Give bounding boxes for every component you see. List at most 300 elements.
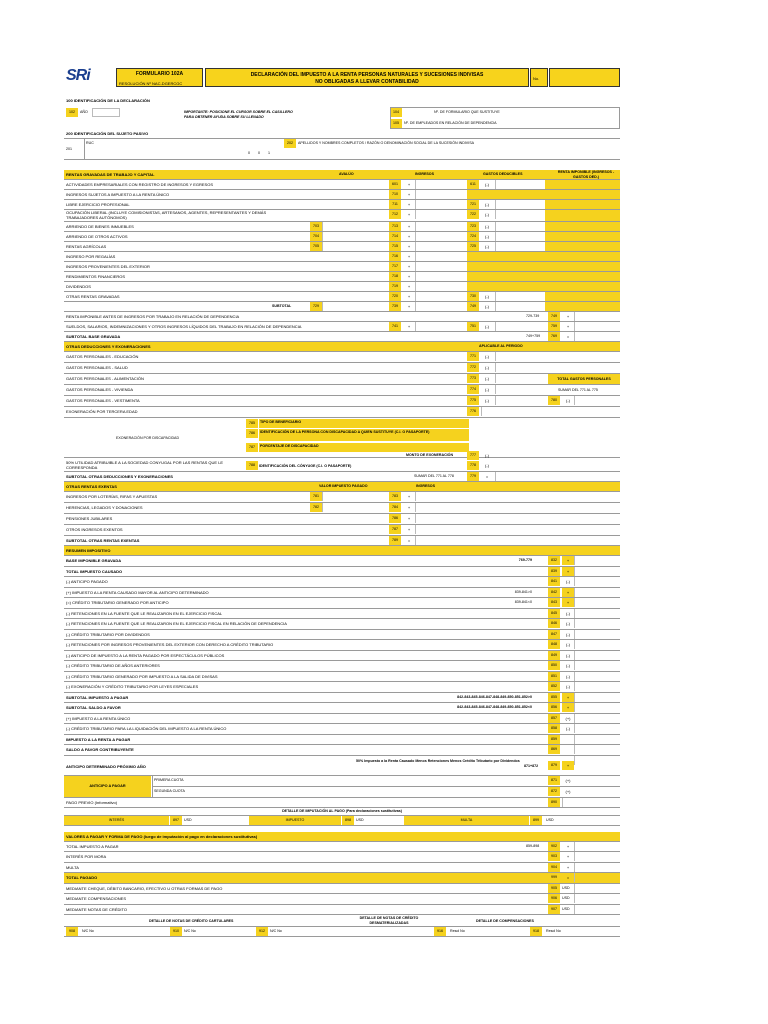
gastos-input[interactable]	[495, 222, 545, 231]
pagar-header-row	[64, 832, 620, 842]
resumen-row	[64, 714, 620, 725]
gastos-disabled	[467, 272, 545, 281]
resol-no-916: Resol No	[450, 929, 465, 933]
gasto-personal-row	[64, 385, 620, 396]
rentas-row-label: ARRIENDO DE BIENES INMUEBLES	[66, 224, 134, 229]
resumen-sign: (-)	[566, 652, 570, 658]
gastos-input[interactable]	[495, 292, 545, 301]
resumen-input[interactable]	[574, 724, 620, 733]
resumen-label: (-) ANTICIPO PAGADO	[66, 579, 108, 584]
avaluo-code: 703	[310, 222, 322, 231]
gastos-code: 725	[467, 242, 479, 251]
subtotal-base-label: SUBTOTAL BASE GRAVADA	[66, 334, 121, 339]
renta-imponible-input[interactable]	[574, 312, 620, 321]
tercera-edad-row	[64, 407, 620, 418]
resumen-code: 869	[548, 745, 560, 754]
code-879: 879	[548, 761, 560, 770]
resumen-label: (-) EXONERACIÓN Y CRÉDITO TRIBUTARIO POR LEYES ESPECIALES	[66, 684, 199, 689]
plus-paren-sign: (+)	[565, 788, 571, 794]
ruc-suffix-0a: 0	[248, 151, 250, 155]
form-title-box	[116, 68, 203, 87]
avaluo-input[interactable]	[322, 232, 384, 241]
ingresos-code: 710	[389, 190, 401, 199]
tercera-edad-input[interactable]	[481, 407, 545, 416]
ingresos-input[interactable]	[415, 272, 465, 281]
exenta-label: PENSIONES JUBILARES	[66, 516, 113, 521]
subtotal-label: SUBTOTAL	[272, 304, 292, 308]
resumen-row	[64, 630, 620, 641]
exenta-ingresos-code: 787	[389, 525, 401, 534]
resumen-row	[64, 724, 620, 735]
resumen-code: 848	[548, 640, 560, 649]
minus-sign: (-)	[566, 398, 570, 403]
renta-disabled	[545, 252, 620, 261]
exenta-ingresos-input[interactable]	[415, 525, 465, 534]
resolution-label: RESOLUCIÓN Nº NAC-DGERCGC	[119, 81, 183, 86]
renta-disabled	[545, 222, 620, 231]
resumen-input[interactable]	[574, 661, 620, 670]
gasto-input[interactable]	[495, 352, 545, 361]
plus-sign: +	[407, 244, 411, 249]
gastos-input[interactable]	[495, 180, 545, 189]
forma-input[interactable]	[574, 884, 620, 893]
equals-sign: =	[485, 474, 489, 479]
code-912: 912	[256, 927, 268, 936]
discapacidad-block	[64, 418, 620, 458]
code-769: 769	[548, 332, 560, 341]
pagar-label: TOTAL IMPUESTO A PAGAR	[66, 843, 119, 849]
subtotal-gastos-input[interactable]	[495, 302, 545, 311]
code-780: 780	[548, 396, 560, 405]
resumen-sign: (-)	[566, 726, 570, 731]
ident-conyuge-label: IDENTIFICACIÓN DEL CÓNYUGE (C.I. O PASAPORTE)	[259, 464, 352, 468]
pagar-input[interactable]	[574, 863, 620, 872]
exenta-valor-code: 782	[310, 503, 322, 512]
pagar-header: VALORES A PAGAR Y FORMA DE PAGO (luego de imputación al pago en declaraciones sustitutivas)	[66, 833, 258, 839]
forma-pago-label: MEDIANTE COMPENSACIONES	[66, 896, 127, 901]
resumen-label: (-) CRÉDITO TRIBUTARIO DE AÑOS ANTERIORES	[66, 663, 160, 668]
anticipo-pagar-label: ANTICIPO A PAGAR	[64, 776, 151, 797]
resumen-input[interactable]	[574, 714, 620, 723]
declaration-number-field[interactable]	[549, 68, 620, 87]
exenta-ingresos-input[interactable]	[415, 514, 465, 523]
resumen-input[interactable]	[574, 672, 620, 681]
resumen-code: 846	[548, 619, 560, 628]
plus-sign: +	[407, 324, 411, 329]
gasto-code: 773	[467, 374, 479, 383]
minus-sign: (-)	[485, 354, 489, 359]
minus-sign: (-)	[485, 234, 489, 239]
minus-sign: (-)	[485, 212, 489, 217]
code-776: 776	[467, 407, 479, 416]
utilidad-label: 50% UTILIDAD ATRIBUIBLE A LA SOCIEDAD CONYUGAL POR LAS RENTAS QUE LE CORRESPONDA	[66, 460, 224, 470]
renta-imponible-formula: 729-739	[526, 314, 540, 318]
renta-disabled	[545, 302, 620, 311]
resumen-sign: (-)	[566, 663, 570, 668]
plus-paren-sign: (+)	[565, 777, 571, 783]
subtotal-base-formula: 749+759	[526, 334, 541, 338]
plus-sign: +	[407, 234, 411, 239]
deducciones-header: OTRAS DEDUCCIONES Y EXONERACIONES	[66, 344, 151, 349]
resumen-input[interactable]	[574, 567, 620, 576]
pagar-input[interactable]	[574, 873, 620, 882]
ingresos-code: 713	[389, 222, 401, 231]
exenta-valor-input[interactable]	[322, 492, 384, 501]
subtotal-base-input[interactable]	[574, 332, 620, 341]
form-title: FORMULARIO 102A	[135, 71, 184, 77]
disc-code-0: 785	[246, 419, 258, 428]
detalle-imputacion-row	[64, 808, 620, 816]
forma-code: 906	[548, 894, 560, 903]
resumen-row	[64, 640, 620, 651]
usd-899: USD	[546, 817, 554, 822]
resumen-label: TOTAL IMPUESTO CAUSADO	[66, 568, 123, 574]
section-200-title-row	[64, 129, 620, 137]
resumen-input[interactable]	[574, 556, 620, 565]
minus-sign: (-)	[485, 398, 489, 403]
resumen-sign: (-)	[566, 642, 570, 647]
gasto-input[interactable]	[495, 363, 545, 372]
code-898: 898	[342, 816, 354, 825]
rentas-row-label: INGRESO POR REGALÍAS	[66, 254, 116, 259]
minus-sign: (-)	[485, 365, 489, 370]
resumen-input[interactable]	[574, 693, 620, 702]
resumen-label: (-) ANTICIPO DE IMPUESTO A LA RENTA PAGADO POR ESPECTÁCULOS PÚBLICOS	[66, 652, 225, 658]
gasto-personal-label: GASTOS PERSONALES - SALUD	[66, 365, 128, 370]
gasto-code: 771	[467, 352, 479, 361]
gasto-personal-label: GASTOS PERSONALES - EDUCACIÓN	[66, 354, 139, 359]
renta-disabled	[545, 200, 620, 209]
code-908: 908	[66, 927, 78, 936]
exentas-header: OTRAS RENTAS EXENTAS	[66, 484, 117, 489]
pagar-input[interactable]	[574, 852, 620, 861]
resumen-row	[64, 745, 620, 756]
subtotal-deducciones-row	[64, 472, 620, 482]
rentas-row	[64, 282, 620, 292]
pagar-code: 904	[548, 863, 560, 872]
deducciones-header-row	[64, 342, 620, 352]
resumen-row	[64, 567, 620, 578]
rentas-row-label: LIBRE EJERCICIO PROFESIONAL	[66, 202, 130, 207]
pagar-formula: 859-898	[526, 843, 540, 848]
notas-desmat-label: DETALLE DE NOTAS DE CRÉDITO DESMATERIALIZADAS	[359, 916, 419, 925]
code-916: 916	[434, 927, 446, 936]
plus-sign: +	[407, 527, 411, 532]
rentas-row	[64, 222, 620, 232]
gastos-code: 722	[467, 210, 479, 219]
code-741: 741	[389, 322, 401, 331]
rentas-header: RENTAS GRAVADAS DE TRABAJO Y CAPITAL	[66, 172, 155, 177]
resumen-sign: (-)	[566, 579, 570, 584]
forma-code: 907	[548, 905, 560, 914]
gasto-input[interactable]	[495, 385, 545, 394]
sueldos-ingresos-input[interactable]	[415, 322, 465, 331]
exenta-label: OTROS INGRESOS EXENTOS	[66, 527, 123, 532]
resumen-label: SALDO A FAVOR CONTRIBUYENTE	[66, 747, 134, 752]
formulario-sustituye-label: Nº. DE FORMULARIO QUE SUSTITUYE	[434, 110, 500, 114]
gasto-personal-row	[64, 363, 620, 374]
pagar-label: INTERÉS POR MORA	[66, 854, 107, 859]
ingresos-input[interactable]	[415, 252, 465, 261]
rentas-row-label: INGRESOS SUJETOS A IMPUESTO A LA RENTA ÚNICO	[66, 192, 170, 197]
minus-sign: (-)	[485, 324, 489, 329]
number-label-box	[530, 68, 548, 87]
resumen-formula: 842-843-845-846-847-848-849-850-851-852>0	[457, 694, 532, 699]
monto-exon-label: MONTO DE EXONERACIÓN	[406, 453, 454, 457]
resumen-label: (+) IMPUESTO A LA RENTA CAUSADO MAYOR AL ANTICIPO DETERMINADO	[66, 589, 209, 595]
code-201: 201	[66, 147, 72, 151]
ruc-suffix-1: 1	[268, 151, 270, 155]
resumen-sign: (-)	[566, 621, 570, 626]
resumen-input[interactable]	[574, 588, 620, 597]
year-input[interactable]	[92, 108, 120, 117]
resumen-label: IMPUESTO A LA RENTA A PAGAR	[66, 736, 131, 742]
notas-cartulares-label: DETALLE DE NOTAS DE CRÉDITO CARTULARES	[149, 919, 234, 923]
code-872: 872	[548, 787, 560, 796]
ingresos-input[interactable]	[415, 262, 465, 271]
section-200-body	[64, 138, 620, 160]
gasto-input[interactable]	[495, 396, 545, 405]
form-page	[64, 64, 620, 956]
resumen-code: 851	[548, 672, 560, 681]
resumen-formula: 769-779	[518, 558, 532, 562]
impuesto-label: IMPUESTO	[249, 816, 341, 825]
resumen-label: (-) CRÉDITO TRIBUTARIO PARA LA LIQUIDACIÓN DEL IMPUESTO A LA RENTA ÚNICO	[66, 726, 227, 731]
pagar-row	[64, 873, 620, 884]
resumen-row	[64, 577, 620, 588]
exenta-ingresos-input[interactable]	[415, 503, 465, 512]
section-200-title: 200 IDENTIFICACIÓN DEL SUJETO PASIVO	[66, 131, 149, 136]
rentas-row	[64, 292, 620, 302]
ingresos-input[interactable]	[415, 292, 465, 301]
anticipo-input[interactable]	[574, 756, 620, 765]
sueldos-renta-input[interactable]	[574, 322, 620, 331]
resumen-row	[64, 693, 620, 704]
plus-sign: +	[407, 284, 411, 289]
gasto-input[interactable]	[495, 374, 545, 383]
resumen-code: 849	[548, 651, 560, 660]
notas-header-row	[64, 915, 620, 927]
exenta-valor-code: 781	[310, 492, 322, 501]
plus-sign: +	[407, 224, 411, 229]
anticipo-note: 50% Impuesto a la Renta Causado Menos Retenciones Menos Crédito Tributario por Dividendos	[356, 758, 520, 763]
resumen-input[interactable]	[574, 651, 620, 660]
gasto-personal-label: GASTOS PERSONALES - VIVIENDA	[66, 387, 134, 392]
minus-sign: (-)	[485, 387, 489, 392]
subtotal-exentas-input[interactable]	[415, 536, 465, 545]
gasto-code: 774	[467, 385, 479, 394]
resumen-code: 839	[548, 567, 560, 576]
nc-no-908: N/C No	[82, 929, 94, 933]
resumen-code: 847	[548, 630, 560, 639]
declaration-title-line2: NO OBLIGADAS A LLEVAR CONTABILIDAD	[315, 79, 419, 85]
forma-input[interactable]	[574, 905, 620, 914]
resumen-input[interactable]	[574, 609, 620, 618]
gastos-input[interactable]	[495, 242, 545, 251]
resumen-input[interactable]	[574, 745, 620, 754]
rentas-row	[64, 200, 620, 210]
gastos-code: 723	[467, 222, 479, 231]
col-valor-label: VALOR IMPUESTO PAGADO	[319, 484, 368, 488]
plus-sign: +	[407, 202, 411, 207]
forma-input[interactable]	[574, 894, 620, 903]
disc-label-0: TIPO DE BENEFICIARIO	[259, 419, 469, 428]
gastos-input[interactable]	[495, 232, 545, 241]
minus-sign: (-)	[485, 463, 489, 468]
pagar-sign: =	[566, 875, 570, 880]
gastos-code: 730	[467, 292, 479, 301]
minus-sign: (-)	[485, 202, 489, 207]
col-gastos: GASTOS DEDUCIBLES	[483, 172, 523, 176]
gasto-personal-row	[64, 374, 620, 385]
gastos-input[interactable]	[495, 210, 545, 219]
minus-sign: (-)	[485, 376, 489, 381]
anticipo-formula: 871+872	[524, 763, 539, 768]
tercera-edad-label: EXONERACIÓN POR TERCERA EDAD	[66, 409, 138, 414]
ingresos-code: 601	[389, 180, 401, 189]
exenta-label: INGRESOS POR LOTERÍAS, RIFAS Y APUESTAS	[66, 494, 158, 499]
ingresos-code: 716	[389, 252, 401, 261]
avaluo-input[interactable]	[322, 222, 384, 231]
resumen-input[interactable]	[574, 703, 620, 712]
ruc-input[interactable]	[92, 149, 274, 158]
resumen-input[interactable]	[574, 577, 620, 586]
nc-no-910: N/C No	[184, 929, 196, 933]
ingresos-input[interactable]	[415, 200, 465, 209]
resumen-code: 845	[548, 609, 560, 618]
exenta-label: HERENCIAS, LEGADOS Y DONACIONES	[66, 505, 143, 510]
code-871: 871	[548, 776, 560, 785]
rentas-row	[64, 232, 620, 242]
resumen-sign: +	[562, 567, 574, 576]
forma-pago-row	[64, 884, 620, 895]
year-label: AÑO	[80, 110, 88, 114]
resumen-label: (-) CRÉDITO TRIBUTARIO GENERADO POR IMPUESTO A LA SALIDA DE DIVISAS	[66, 673, 218, 679]
exenta-valor-input[interactable]	[322, 503, 384, 512]
equals-sign: =	[566, 334, 570, 339]
resumen-input[interactable]	[574, 735, 620, 744]
avaluo-input[interactable]	[322, 242, 384, 251]
plus-sign: +	[407, 304, 411, 309]
resumen-label: (+) IMPUESTO A LA RENTA ÚNICO	[66, 715, 131, 721]
resumen-sign: +	[562, 556, 574, 565]
total-gastos-input[interactable]	[574, 396, 620, 405]
empleados-label: Nº. DE EMPLEADOS EN RELACIÓN DE DEPENDENCIA	[404, 121, 497, 125]
discapacidad-label: EXONERACIÓN POR DISCAPACIDAD	[116, 436, 180, 440]
forma-unit: USD	[562, 885, 570, 890]
resumen-label: (-) RETENCIONES EN LA FUENTE QUE LE REALIZARON EN EL EJERCICIO FISCAL	[66, 610, 223, 616]
exenta-ingresos-input[interactable]	[415, 492, 465, 501]
ruc-label: RUC	[86, 141, 94, 145]
subtotal-avaluo-input[interactable]	[322, 302, 384, 311]
resumen-code: 841	[548, 577, 560, 586]
minus-sign: (-)	[485, 304, 489, 309]
rentas-row	[64, 242, 620, 252]
subtotal-deducciones-label: SUBTOTAL OTRAS DEDUCCIONES Y EXONERACIONES	[66, 474, 173, 479]
notas-values-row	[64, 927, 620, 937]
plus-sign: +	[566, 324, 570, 329]
ingresos-input[interactable]	[415, 180, 465, 189]
resumen-input[interactable]	[574, 598, 620, 607]
resumen-code: 859	[548, 735, 560, 744]
subtotal-deducciones-input[interactable]	[495, 472, 545, 481]
ingresos-input[interactable]	[415, 282, 465, 291]
resumen-code: 850	[548, 661, 560, 670]
gasto-personal-row	[64, 396, 620, 407]
plus-sign: +	[407, 274, 411, 279]
gastos-input[interactable]	[495, 200, 545, 209]
anticipo-row	[64, 756, 620, 776]
gasto-personal-label: GASTOS PERSONALES - VESTIMENTA	[66, 398, 140, 403]
code-749: 749	[548, 312, 560, 321]
apellidos-input[interactable]	[298, 149, 618, 158]
rentas-row-label: DIVIDENDOS	[66, 284, 91, 289]
ingresos-input[interactable]	[415, 222, 465, 231]
code-759: 759	[548, 322, 560, 331]
subtotal-ingresos-input[interactable]	[415, 302, 465, 311]
forma-pago-label: MEDIANTE CHEQUE, DÉBITO BANCARIO, EFECTIVO U OTRAS FORMAS DE PAGO	[66, 885, 223, 891]
plus-sign: +	[407, 192, 411, 197]
renta-disabled	[545, 180, 620, 189]
exenta-row	[64, 492, 620, 503]
pagar-label: TOTAL PAGADO	[66, 875, 98, 880]
plus-sign: +	[562, 761, 574, 770]
ingresos-input[interactable]	[415, 232, 465, 241]
pago-previo-input[interactable]	[562, 798, 620, 807]
forma-unit: USD	[562, 906, 570, 911]
subtotal-exentas-row	[64, 536, 620, 546]
equals-sign: =	[407, 538, 411, 543]
ingresos-code: 714	[389, 232, 401, 241]
code-779: 779	[467, 472, 479, 481]
gasto-personal-label: GASTOS PERSONALES - ALIMENTACIÓN	[66, 376, 144, 381]
code-899: 899	[530, 816, 542, 825]
resumen-row	[64, 661, 620, 672]
subtotal-base-row	[64, 332, 620, 342]
resumen-row	[64, 651, 620, 662]
ingresos-input[interactable]	[415, 242, 465, 251]
minus-sign: (-)	[485, 224, 489, 229]
ingresos-input[interactable]	[415, 190, 465, 199]
declaration-title-box	[205, 68, 529, 87]
pagar-input[interactable]	[574, 842, 620, 851]
resumen-label: (-) RETENCIONES POR INGRESOS PROVENIENTES DEL EXTERIOR CON DERECHO A CRÉDITO TRIBUTARIO	[66, 642, 274, 647]
resumen-header-row	[64, 546, 620, 556]
rentas-row-label: RENDIMIENTOS FINANCIEROS	[66, 274, 126, 279]
resumen-sign: +	[562, 588, 574, 597]
anticipo-label: ANTICIPO DETERMINADO PRÓXIMO AÑO	[66, 763, 146, 769]
gastos-disabled	[467, 252, 545, 261]
subtotal-ingresos-code: 739	[389, 302, 401, 311]
pagar-code: 903	[548, 852, 560, 861]
ingresos-input[interactable]	[415, 210, 465, 219]
resumen-input[interactable]	[574, 682, 620, 691]
minus-sign: (-)	[485, 244, 489, 249]
resumen-input[interactable]	[574, 640, 620, 649]
resumen-input[interactable]	[574, 619, 620, 628]
pagar-code: 999	[548, 873, 560, 882]
col-ingresos-exentas-label: INGRESOS	[416, 484, 435, 488]
aplicable-label: APLICABLE AL PERIODO	[479, 344, 523, 348]
anticipo-pagar-block	[64, 776, 620, 798]
code-105: 105	[390, 119, 402, 128]
code-104: 104	[390, 108, 402, 117]
sueldos-gastos-input[interactable]	[495, 322, 545, 331]
subtotal-exentas-label: SUBTOTAL OTRAS RENTAS EXENTAS	[66, 538, 140, 543]
apellidos-label: APELLIDOS Y NOMBRES COMPLETOS / RAZÓN O DENOMINACIÓN SOCIAL DE LA SUCESIÓN INDIVISA	[298, 141, 475, 145]
resumen-input[interactable]	[574, 630, 620, 639]
section-100-body	[64, 107, 620, 129]
